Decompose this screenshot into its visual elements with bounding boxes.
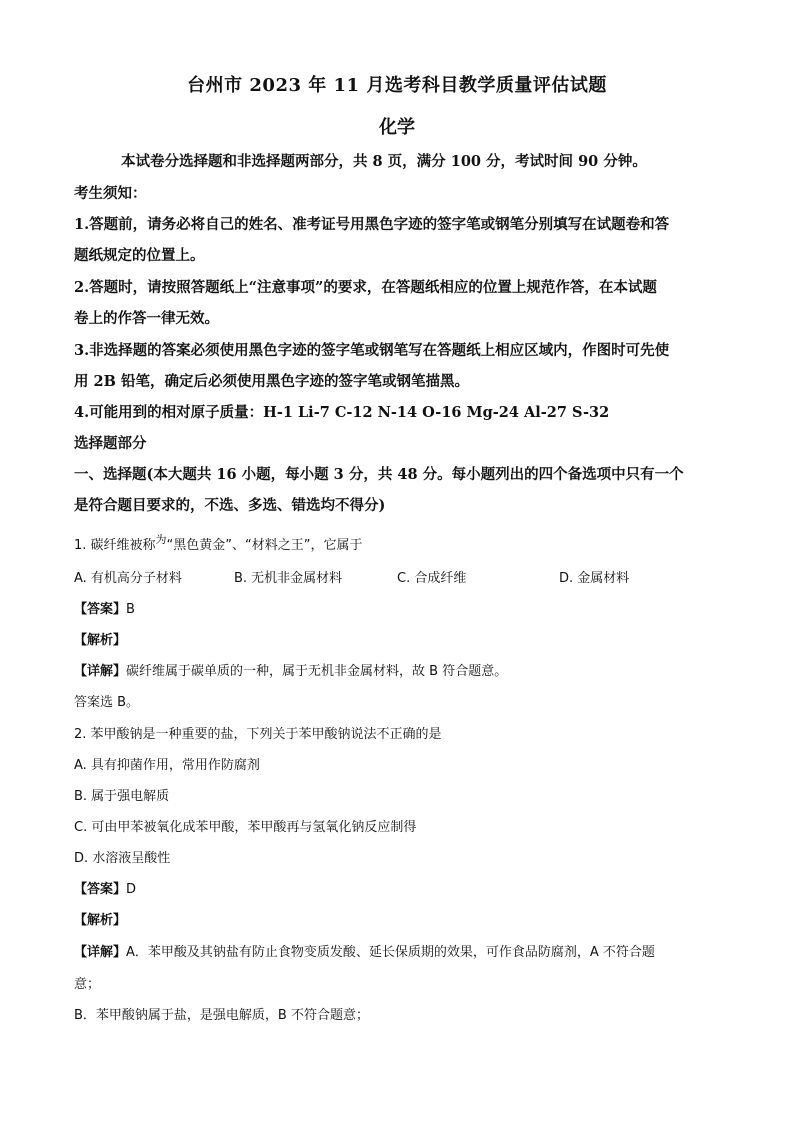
question-1-option-d: D. 金属材料 (559, 571, 630, 586)
question-2-detail-b: B．苯甲酸钠属于盐，是强电解质，B 不符合题意； (74, 1008, 369, 1023)
notice-item-2-line-2: 卷上的作答一律无效。 (74, 310, 219, 327)
question-2-detail-line-2: 意； (74, 977, 101, 992)
section-heading-line-2: 是符合题目要求的，不选、多选、错选均不得分) (74, 497, 386, 514)
notice-heading: 考生须知： (74, 185, 147, 202)
notice-item-4: 4.可能用到的相对原子质量：H-1 Li-7 C-12 N-14 O-16 Mg-24 Al-27 S-32 (74, 404, 610, 421)
question-1-option-a: A. 有机高分子材料 (74, 571, 182, 586)
answer-tag: 【答案】 (74, 602, 127, 617)
question-1-option-c: C. 合成纤维 (397, 571, 467, 586)
section-heading-line-1: 一、选择题(本大题共 16 小题，每小题 3 分，共 48 分。每小题列出的四个备选项中只有一个 (74, 466, 684, 483)
notice-item-3-line-2: 用 2B 铅笔，确定后必须使用黑色字迹的签字笔或钢笔描黑。 (74, 373, 469, 390)
question-2-option-d: D. 水溶液呈酸性 (74, 851, 171, 866)
question-1-answer (74, 598, 135, 617)
question-2-analysis-tag: 【解析】 (74, 913, 127, 928)
detail-tag: 【详解】 (74, 664, 127, 679)
question-2-answer (74, 878, 136, 897)
question-1-stem-start: 1. 碳纤维被称 (74, 538, 156, 553)
subject-title: 化学 (379, 117, 415, 138)
notice-item-3-line-1: 3.非选择题的答案必须使用黑色字迹的签字笔或钢笔写在答题纸上相应区域内，作图时可先使 (74, 342, 670, 359)
answer-value: D (126, 882, 137, 897)
exam-title: 台州市 2023 年 11 月选考科目教学质量评估试题 (187, 75, 607, 96)
detail-text: A．苯甲酸及其钠盐有防止食物变质发酸、延长保质期的效果，可作食品防腐剂，A 不符合题 (126, 945, 655, 960)
notice-item-1-line-1: 1.答题前，请务必将自己的姓名、准考证号用黑色字迹的签字笔或钢笔分别填写在试题卷和答 (74, 216, 670, 233)
question-2-option-c: C. 可由甲苯被氧化成苯甲酸，苯甲酸再与氢氧化钠反应制得 (74, 820, 417, 835)
question-1-stem-superscript: 为 (155, 533, 167, 546)
notice-item-2-line-1: 2.答题时，请按照答题纸上“注意事项”的要求，在答题纸相应的位置上规范作答，在本试题 (74, 279, 657, 296)
section-part-label: 选择题部分 (74, 435, 147, 452)
question-2-option-b: B. 属于强电解质 (74, 789, 170, 804)
question-2-detail-line-1 (74, 941, 655, 960)
question-1-conclusion: 答案选 B。 (74, 695, 140, 710)
detail-text: 碳纤维属于碳单质的一种，属于无机非金属材料，故 B 符合题意。 (126, 664, 508, 679)
question-1-analysis-tag: 【解析】 (74, 633, 127, 648)
exam-intro: 本试卷分选择题和非选择题两部分，共 8 页，满分 100 分，考试时间 90 分钟。 (121, 153, 647, 170)
question-1-detail (74, 660, 507, 679)
detail-tag: 【详解】 (74, 945, 127, 960)
question-2-option-a: A. 具有抑菌作用，常用作防腐剂 (74, 758, 260, 773)
notice-item-1-line-2: 题纸规定的位置上。 (74, 247, 205, 264)
answer-value: B (126, 602, 135, 617)
question-1-option-b: B. 无机非金属材料 (234, 571, 343, 586)
answer-tag: 【答案】 (74, 882, 127, 897)
question-2-stem: 2. 苯甲酸钠是一种重要的盐，下列关于苯甲酸钠说法不正确的是 (74, 727, 442, 742)
question-1-stem-end: “黑色黄金”、“材料之王”，它属于 (166, 538, 363, 553)
question-1-stem (74, 534, 363, 553)
